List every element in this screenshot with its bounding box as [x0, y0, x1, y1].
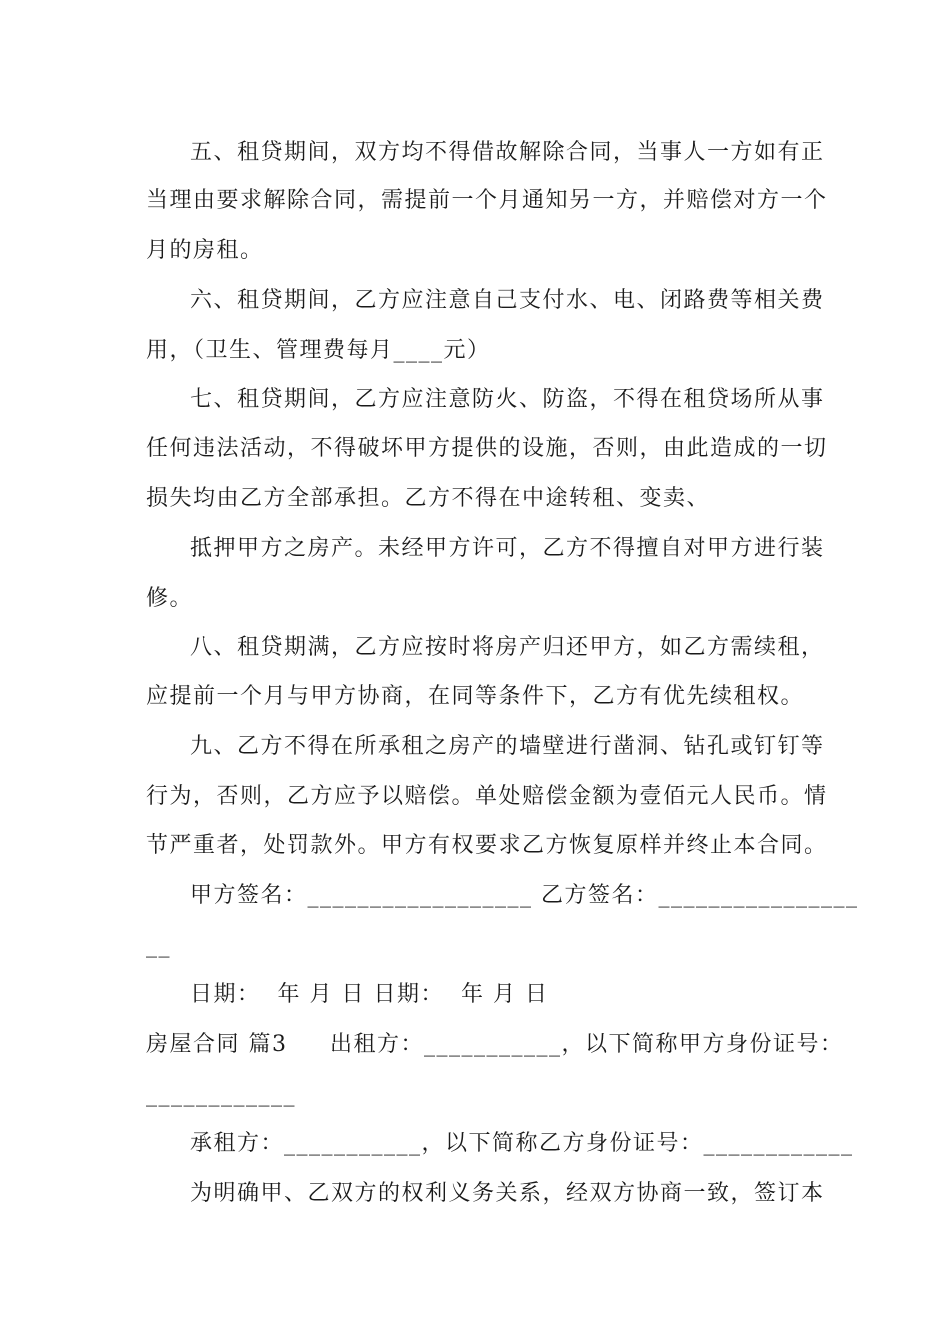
text-line: 应提前一个月与甲方协商，在同等条件下，乙方有优先续租权。	[146, 684, 805, 709]
text-line: 六、租贷期间，乙方应注意自己支付水、电、闭路费等相关费	[190, 288, 825, 313]
text-line: 节严重者，处罚款外。甲方有权要求乙方恢复原样并终止本合同。	[146, 833, 828, 858]
text-line: 用，（卫生、管理费每月____元）	[146, 338, 491, 363]
text-line: 九、乙方不得在所承租之房产的墙壁进行凿洞、钻孔或钉钉等	[190, 734, 825, 759]
text-line: 七、租贷期间，乙方应注意防火、防盗，不得在租贷场所从事	[190, 387, 825, 412]
text-line: 损失均由乙方全部承担。乙方不得在中途转租、变卖、	[146, 486, 711, 511]
text-line: 任何违法活动，不得破坏甲方提供的设施，否则，由此造成的一切	[146, 436, 828, 461]
text-line: 当理由要求解除合同，需提前一个月通知另一方，并赔偿对方一个	[146, 188, 828, 213]
text-line: 修。	[146, 586, 194, 611]
text-line: 为明确甲、乙双方的权利义务关系，经双方协商一致，签订本	[190, 1181, 825, 1206]
text-line: 行为，否则，乙方应予以赔偿。单处赔偿金额为壹佰元人民币。情	[146, 784, 828, 809]
text-line: 月的房租。	[146, 238, 264, 263]
text-line: 八、租贷期满，乙方应按时将房产归还甲方，如乙方需续租，	[190, 635, 825, 660]
signature-line: 甲方签名：__________________ 乙方签名：________________	[190, 883, 859, 908]
text-line: 五、租贷期间，双方均不得借故解除合同，当事人一方如有正	[190, 140, 825, 165]
text-line: __	[146, 933, 171, 958]
date-line: 日期： 年 月 日 日期： 年 月 日	[190, 982, 549, 1007]
text-line: 承租方：___________，以下简称乙方身份证号：____________	[190, 1131, 854, 1156]
text-line: ____________	[146, 1082, 296, 1107]
section-heading-line: 房屋合同 篇3 出租方：___________，以下简称甲方身份证号：	[146, 1032, 844, 1057]
text-line: 抵押甲方之房产。未经甲方许可，乙方不得擅自对甲方进行装	[190, 536, 825, 561]
